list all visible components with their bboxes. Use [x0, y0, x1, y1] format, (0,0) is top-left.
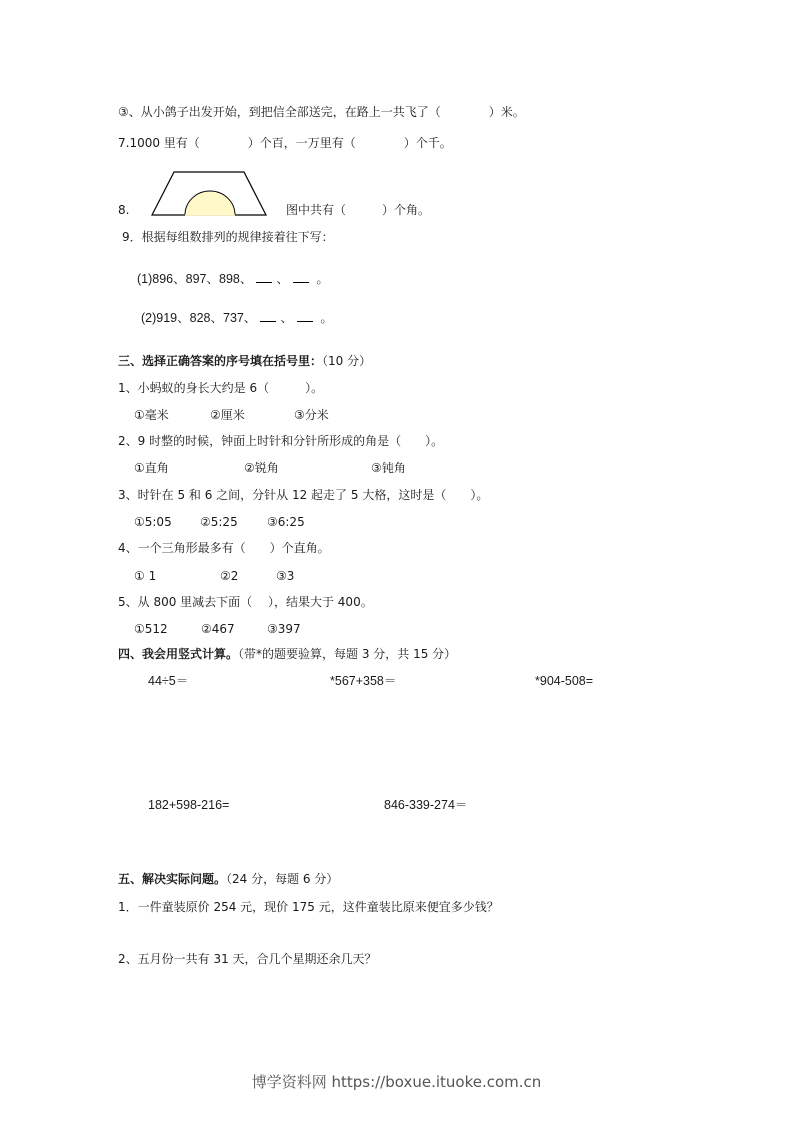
calc-4: 182+598-216= — [148, 798, 230, 812]
question-8-text: 图中共有（ ）个角。 — [286, 203, 431, 217]
section-3-heading: 三、选择正确答案的序号填在括号里：（10 分） — [118, 354, 372, 368]
question-9-2: (2)919、828、737、 、 。 — [141, 311, 333, 325]
footer-watermark: 博学资料网 https://boxue.ituoke.com.cn — [251, 1073, 542, 1091]
s5-question-1: 1．一件童装原价 254 元，现价 175 元，这件童装比原来便宜多少钱？ — [118, 900, 499, 914]
section-4-heading: 四、我会用竖式计算。（带*的题要验算，每题 3 分，共 15 分） — [118, 647, 457, 661]
trapezoid-semicircle-figure — [148, 170, 270, 218]
s3-question-1: 1、小蚂蚁的身长大约是 6（ ）。 — [118, 381, 324, 395]
answer-blank[interactable] — [260, 310, 276, 322]
calc-1: 44÷5＝ — [148, 674, 189, 688]
calc-5: 846-339-274＝ — [384, 798, 468, 812]
question-9: 9．根据每组数排列的规律接着往下写： — [122, 230, 334, 244]
answer-blank[interactable] — [297, 310, 313, 322]
s3-question-2: 2、9 时整的时候，钟面上时针和分针所形成的角是（ ）。 — [118, 434, 444, 448]
answer-blank[interactable] — [293, 271, 309, 283]
answer-blank[interactable] — [256, 271, 272, 283]
section-5-heading: 五、解决实际问题。（24 分，每题 6 分） — [118, 872, 339, 886]
s3-question-5: 5、从 800 里减去下面（ ），结果大于 400。 — [118, 595, 373, 609]
question-7: 7.1000 里有（ ）个百，一万里有（ ）个千。 — [118, 136, 452, 150]
question-9-1: (1)896、897、898、 、 。 — [137, 272, 329, 286]
question-8-number: 8. — [118, 203, 130, 217]
calc-2: *567+358＝ — [330, 674, 397, 688]
question-6-part-3: ③、从小鸽子出发开始，到把信全部送完，在路上一共飞了（ ）米。 — [118, 105, 525, 119]
s5-question-2: 2、五月份一共有 31 天，合几个星期还余几天？ — [118, 952, 377, 966]
calc-3: *904-508= — [535, 674, 594, 688]
s3-question-3: 3、时针在 5 和 6 之间，分针从 12 起走了 5 大格，这时是（ ）。 — [118, 488, 489, 502]
s3-question-4: 4、一个三角形最多有（ ）个直角。 — [118, 541, 330, 555]
